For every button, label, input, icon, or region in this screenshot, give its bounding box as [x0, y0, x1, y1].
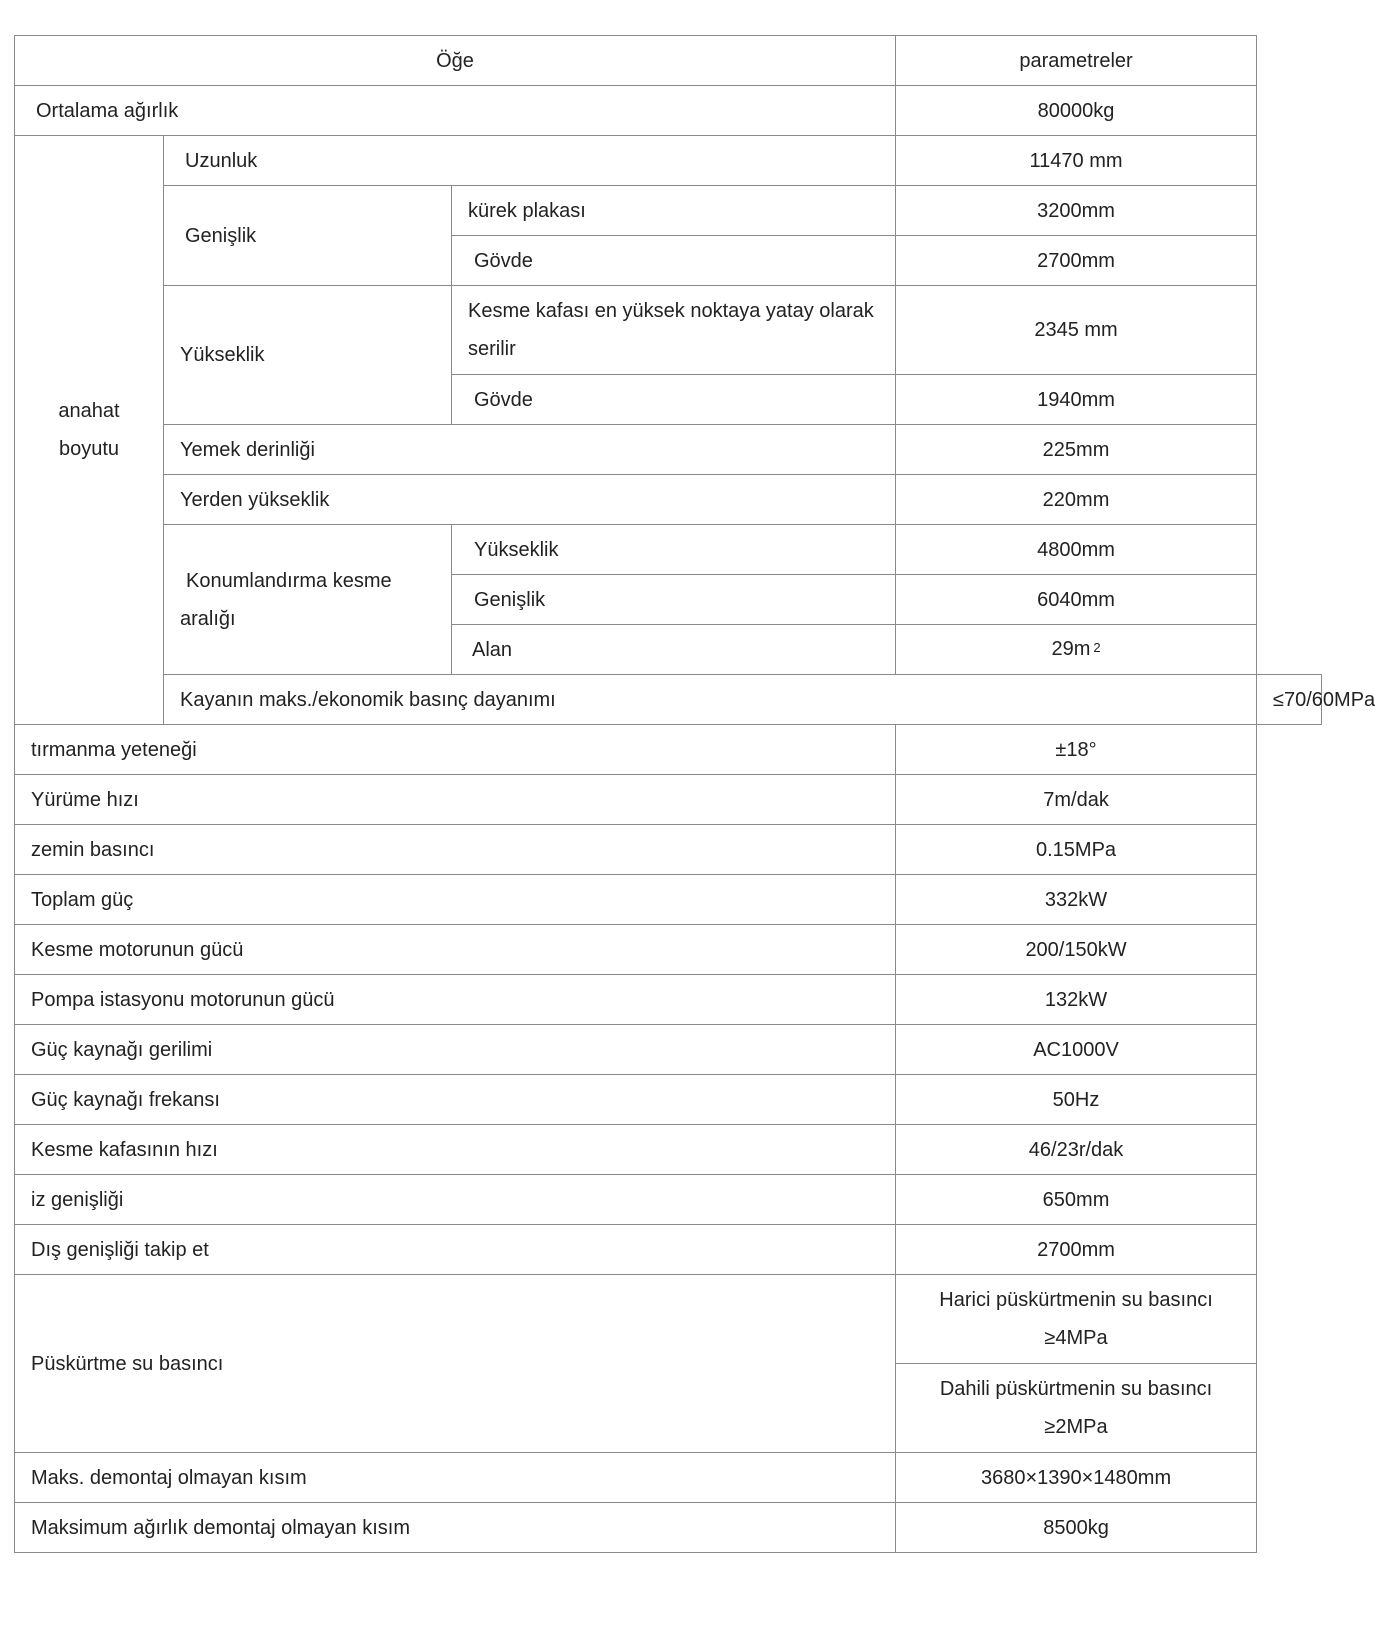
- max-part-label: Maks. demontaj olmayan kısım: [15, 1453, 896, 1503]
- table-row: [15, 1225, 1322, 1275]
- cutting-range-label-line2: aralığı: [180, 607, 236, 630]
- table-row: [15, 1453, 1322, 1503]
- table-row: [15, 1075, 1322, 1125]
- row-value: 46/23r/dak: [896, 1125, 1257, 1175]
- row-value: ±18°: [896, 725, 1257, 775]
- table-row: [15, 525, 1322, 575]
- row-value: 200/150kW: [896, 925, 1257, 975]
- avg-weight-label: Ortalama ağırlık: [15, 86, 896, 136]
- row-value: AC1000V: [896, 1025, 1257, 1075]
- row-value: 7m/dak: [896, 775, 1257, 825]
- height-cutter-label-line2: serilir: [468, 338, 516, 360]
- spray-internal-line2: ≥2MPa: [1044, 1416, 1108, 1438]
- ground-clearance-label: Yerden yükseklik: [164, 475, 896, 525]
- row-label: Dış genişliği takip et: [15, 1225, 896, 1275]
- row-label: Güç kaynağı gerilimi: [15, 1025, 896, 1075]
- max-weight-part-value: 8500kg: [896, 1503, 1257, 1553]
- spec-table: [14, 35, 1375, 1553]
- height-body-label: Gövde: [452, 375, 896, 425]
- height-cutter-label: [452, 286, 896, 375]
- table-row: [15, 186, 1322, 236]
- table-row: [15, 1175, 1322, 1225]
- cutting-range-label: [164, 525, 452, 675]
- cutting-range-label-line1: Konumlandırma kesme: [186, 569, 392, 592]
- row-label: tırmanma yeteneği: [15, 725, 896, 775]
- table-row: [15, 1503, 1322, 1553]
- header-params: parametreler: [896, 36, 1257, 86]
- height-cutter-label-line1: Kesme kafası en yüksek noktaya yatay olarak: [468, 300, 874, 322]
- row-label: Kayanın maks./ekonomik basınç dayanımı: [164, 675, 1257, 725]
- width-shovel-label: kürek plakası: [452, 186, 896, 236]
- avg-weight-value: 80000kg: [896, 86, 1257, 136]
- width-label: Genişlik: [164, 186, 452, 286]
- height-label: Yükseklik: [164, 286, 452, 425]
- cutting-area-value: [896, 625, 1257, 675]
- max-part-value: 3680×1390×1480mm: [896, 1453, 1257, 1503]
- table-row: [15, 475, 1322, 525]
- spray-external: [896, 1275, 1257, 1364]
- table-row: [15, 86, 1322, 136]
- row-label: Kesme kafasının hızı: [15, 1125, 896, 1175]
- header-item: Öğe: [15, 36, 896, 86]
- row-value: 132kW: [896, 975, 1257, 1025]
- table-row: [15, 1025, 1322, 1075]
- table-row: [15, 975, 1322, 1025]
- row-value: 650mm: [896, 1175, 1257, 1225]
- feed-depth-label: Yemek derinliği: [164, 425, 896, 475]
- table-row: [15, 425, 1322, 475]
- height-body-value: 1940mm: [896, 375, 1257, 425]
- cutting-height-label: Yükseklik: [452, 525, 896, 575]
- cutting-width-value: 6040mm: [896, 575, 1257, 625]
- spray-external-line2: ≥4MPa: [1044, 1327, 1108, 1349]
- table-row: [15, 875, 1322, 925]
- table-row: [15, 1125, 1322, 1175]
- spray-internal: [896, 1364, 1257, 1453]
- table-row: [15, 1275, 1322, 1364]
- row-label: Toplam güç: [15, 875, 896, 925]
- spray-external-line1: Harici püskürtmenin su basıncı: [939, 1289, 1213, 1311]
- height-cutter-value: 2345 mm: [896, 286, 1257, 375]
- outline-label: [15, 136, 164, 725]
- cutting-area-label: Alan: [452, 625, 896, 675]
- length-value: 11470 mm: [896, 136, 1257, 186]
- outline-label-line2: boyutu: [58, 438, 120, 460]
- spray-internal-line1: Dahili püskürtmenin su basıncı: [939, 1378, 1213, 1400]
- row-label: iz genişliği: [15, 1175, 896, 1225]
- table-row: [15, 925, 1322, 975]
- row-value: 332kW: [896, 875, 1257, 925]
- row-label: Pompa istasyonu motorunun gücü: [15, 975, 896, 1025]
- row-label: Kesme motorunun gücü: [15, 925, 896, 975]
- table-header-row: [15, 36, 1322, 86]
- table-row: [15, 286, 1322, 375]
- width-body-label: Gövde: [452, 236, 896, 286]
- table-row: [15, 136, 1322, 186]
- feed-depth-value: 225mm: [896, 425, 1257, 475]
- row-value: ≤70/60MPa: [1257, 675, 1322, 725]
- table-row: [15, 725, 1322, 775]
- row-value: 2700mm: [896, 1225, 1257, 1275]
- table-row: [15, 825, 1322, 875]
- row-label: zemin basıncı: [15, 825, 896, 875]
- row-value: 0.15MPa: [896, 825, 1257, 875]
- cutting-area-number: 29m: [1051, 637, 1091, 660]
- table-row: [15, 675, 1322, 725]
- max-weight-part-label: Maksimum ağırlık demontaj olmayan kısım: [15, 1503, 896, 1553]
- row-label: Güç kaynağı frekansı: [15, 1075, 896, 1125]
- length-label: Uzunluk: [164, 136, 896, 186]
- table-row: [15, 775, 1322, 825]
- spray-label: Püskürtme su basıncı: [15, 1275, 896, 1453]
- ground-clearance-value: 220mm: [896, 475, 1257, 525]
- width-shovel-value: 3200mm: [896, 186, 1257, 236]
- width-body-value: 2700mm: [896, 236, 1257, 286]
- row-value: 50Hz: [896, 1075, 1257, 1125]
- row-label: Yürüme hızı: [15, 775, 896, 825]
- cutting-area-exponent: 2: [1093, 639, 1101, 655]
- cutting-height-value: 4800mm: [896, 525, 1257, 575]
- cutting-width-label: Genişlik: [452, 575, 896, 625]
- outline-label-line1: anahat: [58, 400, 120, 422]
